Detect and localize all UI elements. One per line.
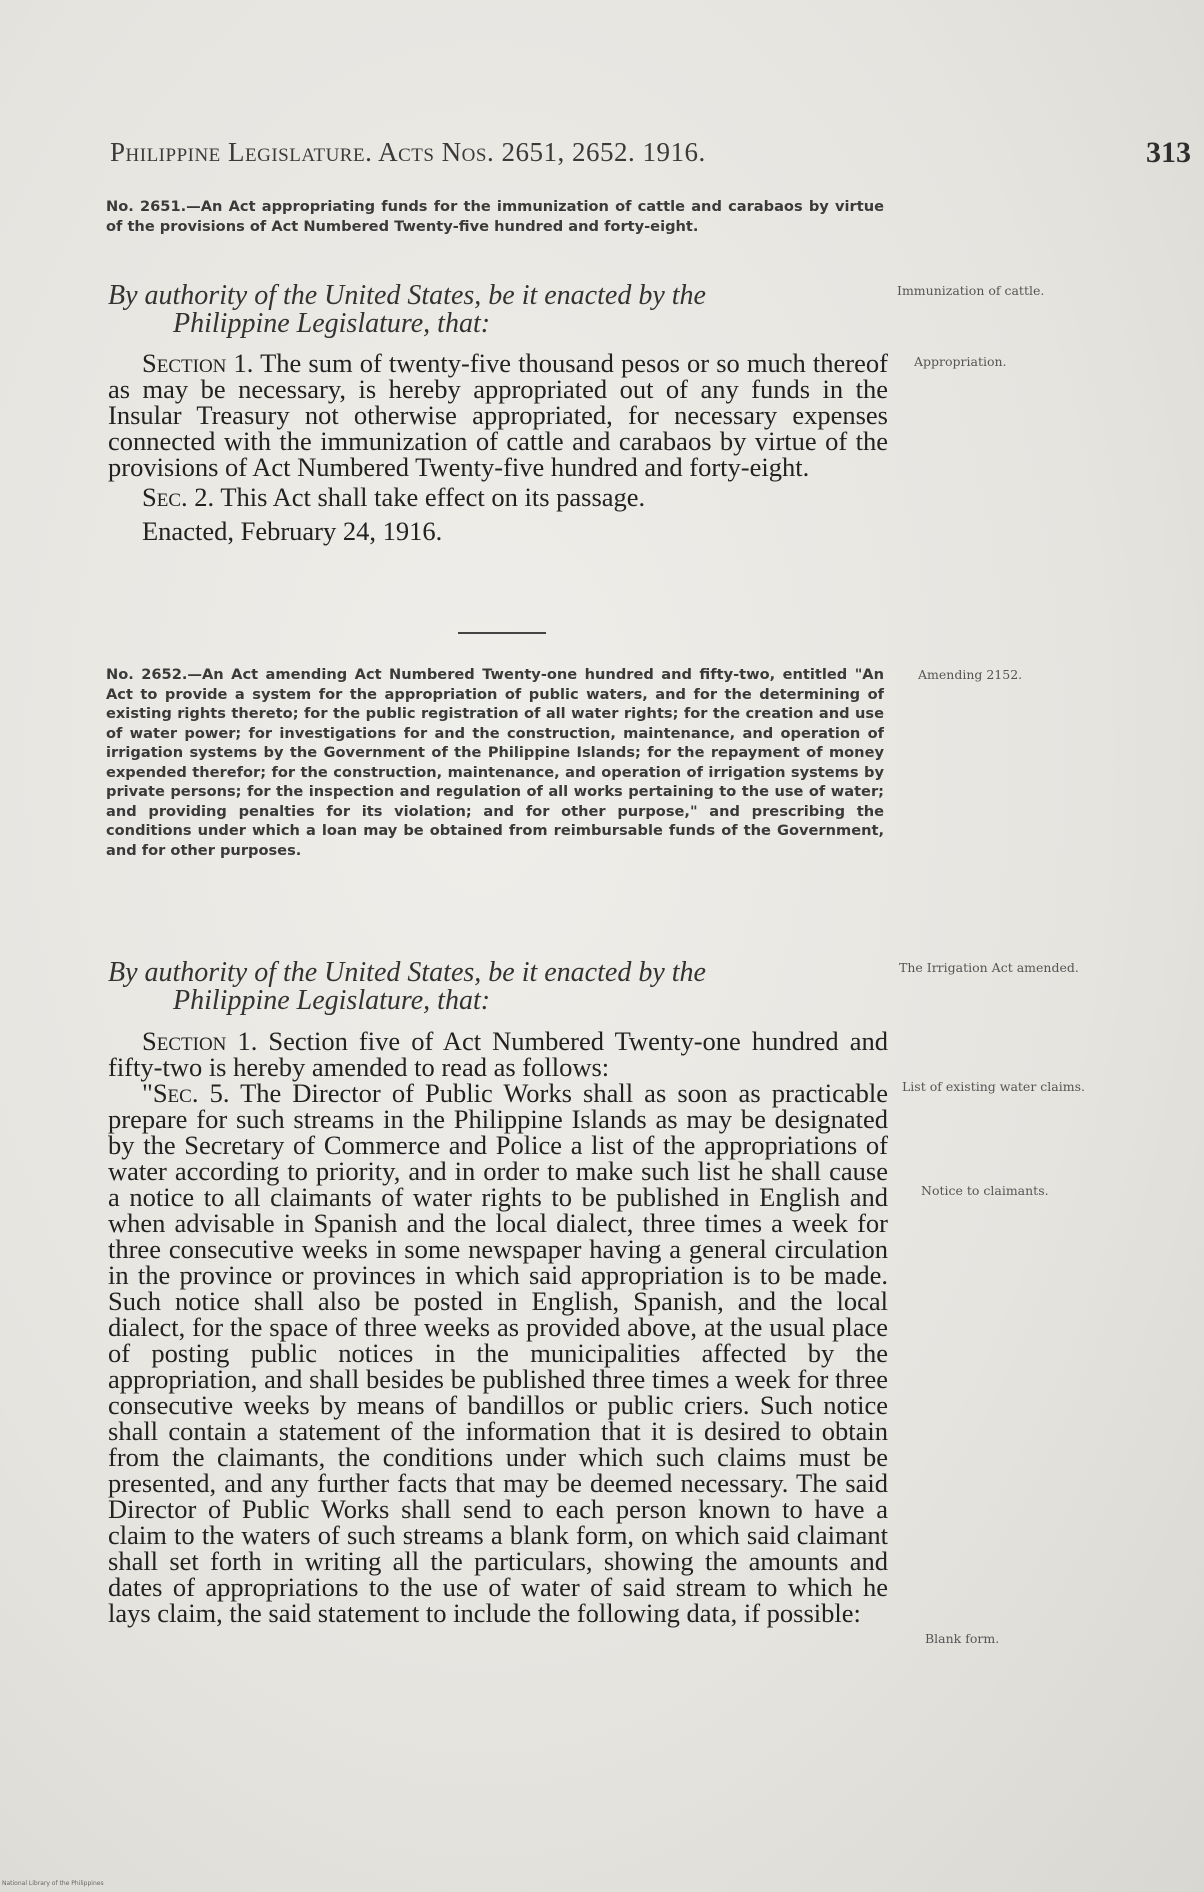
margin-note-appropriation: Appropriation. xyxy=(914,354,1007,369)
margin-note-list-of-claims: List of existing water claims. xyxy=(902,1079,1085,1094)
act-2651-enacting-clause xyxy=(108,282,888,338)
page-number: 313 xyxy=(1146,136,1191,169)
act-2651-enacted-date: Enacted, February 24, 1916. xyxy=(142,516,443,546)
act-2652-body xyxy=(108,1028,888,1626)
section-divider xyxy=(458,632,546,634)
act-2652-section-5 xyxy=(108,1080,888,1626)
margin-note-blank-form: Blank form. xyxy=(925,1631,1000,1646)
margin-note-immunization: Immunization of cattle. xyxy=(897,283,1045,298)
margin-note-notice: Notice to claimants. xyxy=(921,1183,1049,1198)
act-2651-section-2 xyxy=(108,484,888,510)
enacting-clause-line-1: By authority of the United States, be it enacted by the xyxy=(108,280,706,311)
section-label: Section 1. xyxy=(142,1026,258,1056)
section-label: Sec. 2. xyxy=(142,482,215,512)
act-2652-title: No. 2652.—An Act amending Act Numbered Twenty-one hundred and fifty-two, entitled "An Act to provide a system for the appropriation of public waters, and for the determining of existing rights thereto; for the public registration of all water rights; for the creation and use of water power; for investigations for and the construction, maintenance, and operation of irrigation systems by the Government of the Philippine Islands; for the repayment of money expended therefor; for the construction, maintenance, and operation of irrigation systems by private persons; for the inspection and regulation of all works pertaining to the use of water; and providing penalties for its violation; and for other purpose," and prescribing the conditions under which a loan may be obtained from reimbursable funds of the Government, and for other purposes. xyxy=(106,666,884,859)
enacting-clause-line-2: Philippine Legislature, that: xyxy=(173,308,491,339)
enacting-clause-line-1: By authority of the United States, be it enacted by the xyxy=(108,957,706,988)
section-text: This Act shall take effect on its passage. xyxy=(220,482,646,512)
section-text: Section five of Act Numbered Twenty-one hundred and fifty-two is hereby amended to read as follows: xyxy=(108,1026,888,1082)
section-text: The sum of twenty-five thousand pesos or so much thereof as may be necessary, is hereby appropriated out of any funds in the Insular Treasury not otherwise appropriated, for necessary expenses connected with the immunization of cattle and carabaos by virtue of the provisions of Act Numbered Twenty-five hundred and forty-eight. xyxy=(108,348,888,482)
act-2652-enacting-clause xyxy=(108,959,888,1015)
scan-footer: National Library of the Philippines xyxy=(2,1880,104,1887)
act-2651-section-1 xyxy=(108,350,888,480)
running-head: Philippine Legislature. Acts Nos. 2651, 2652. 1916. xyxy=(110,137,706,167)
margin-note-irrigation-act: The Irrigation Act amended. xyxy=(899,960,1079,975)
section-label: "Sec. 5. xyxy=(142,1078,230,1108)
section-label: Section 1. xyxy=(142,348,254,378)
enacting-clause-line-2: Philippine Legislature, that: xyxy=(173,985,491,1016)
section-text: The Director of Public Works shall as soon as practicable prepare for such streams in the Philippine Islands as may be designated by the Secretary of Commerce and Police a list of the appropriations of water according to priority, and in order to make such list he shall cause a notice to all claimants of water rights to be published in English and when advisable in Spanish and the local dialect, three times a week for three consecutive weeks in some newspaper having a general circulation in the province or provinces in which said appropriation is to be made. Such notice shall also be posted in English, Spanish, and the local dialect, for the space of three weeks as provided above, at the usual place of posting public notices in the municipalities affected by the appropriation, and shall besides be published three times a week for three consecutive weeks by means of bandillos or public criers. Such notice shall contain a statement of the information that it is desired to obtain from the claimants, the conditions under which such claims must be presented, and any further facts that may be deemed necessary. The said Director of Public Works shall send to each person known to have a claim to the waters of such streams a blank form, on which said claimant shall set forth in writing all the particulars, showing the amounts and dates of appropriations to the use of water of said stream to which he lays claim, the said statement to include the following data, if possible: xyxy=(108,1078,888,1628)
act-2651-title: No. 2651.—An Act appropriating funds for the immunization of cattle and carabaos by virtue of the provisions of Act Numbered Twenty-five hundred and forty-eight. xyxy=(106,198,884,235)
margin-note-amending: Amending 2152. xyxy=(918,667,1023,682)
act-2652-section-1 xyxy=(108,1028,888,1080)
act-2651-body xyxy=(108,350,888,544)
